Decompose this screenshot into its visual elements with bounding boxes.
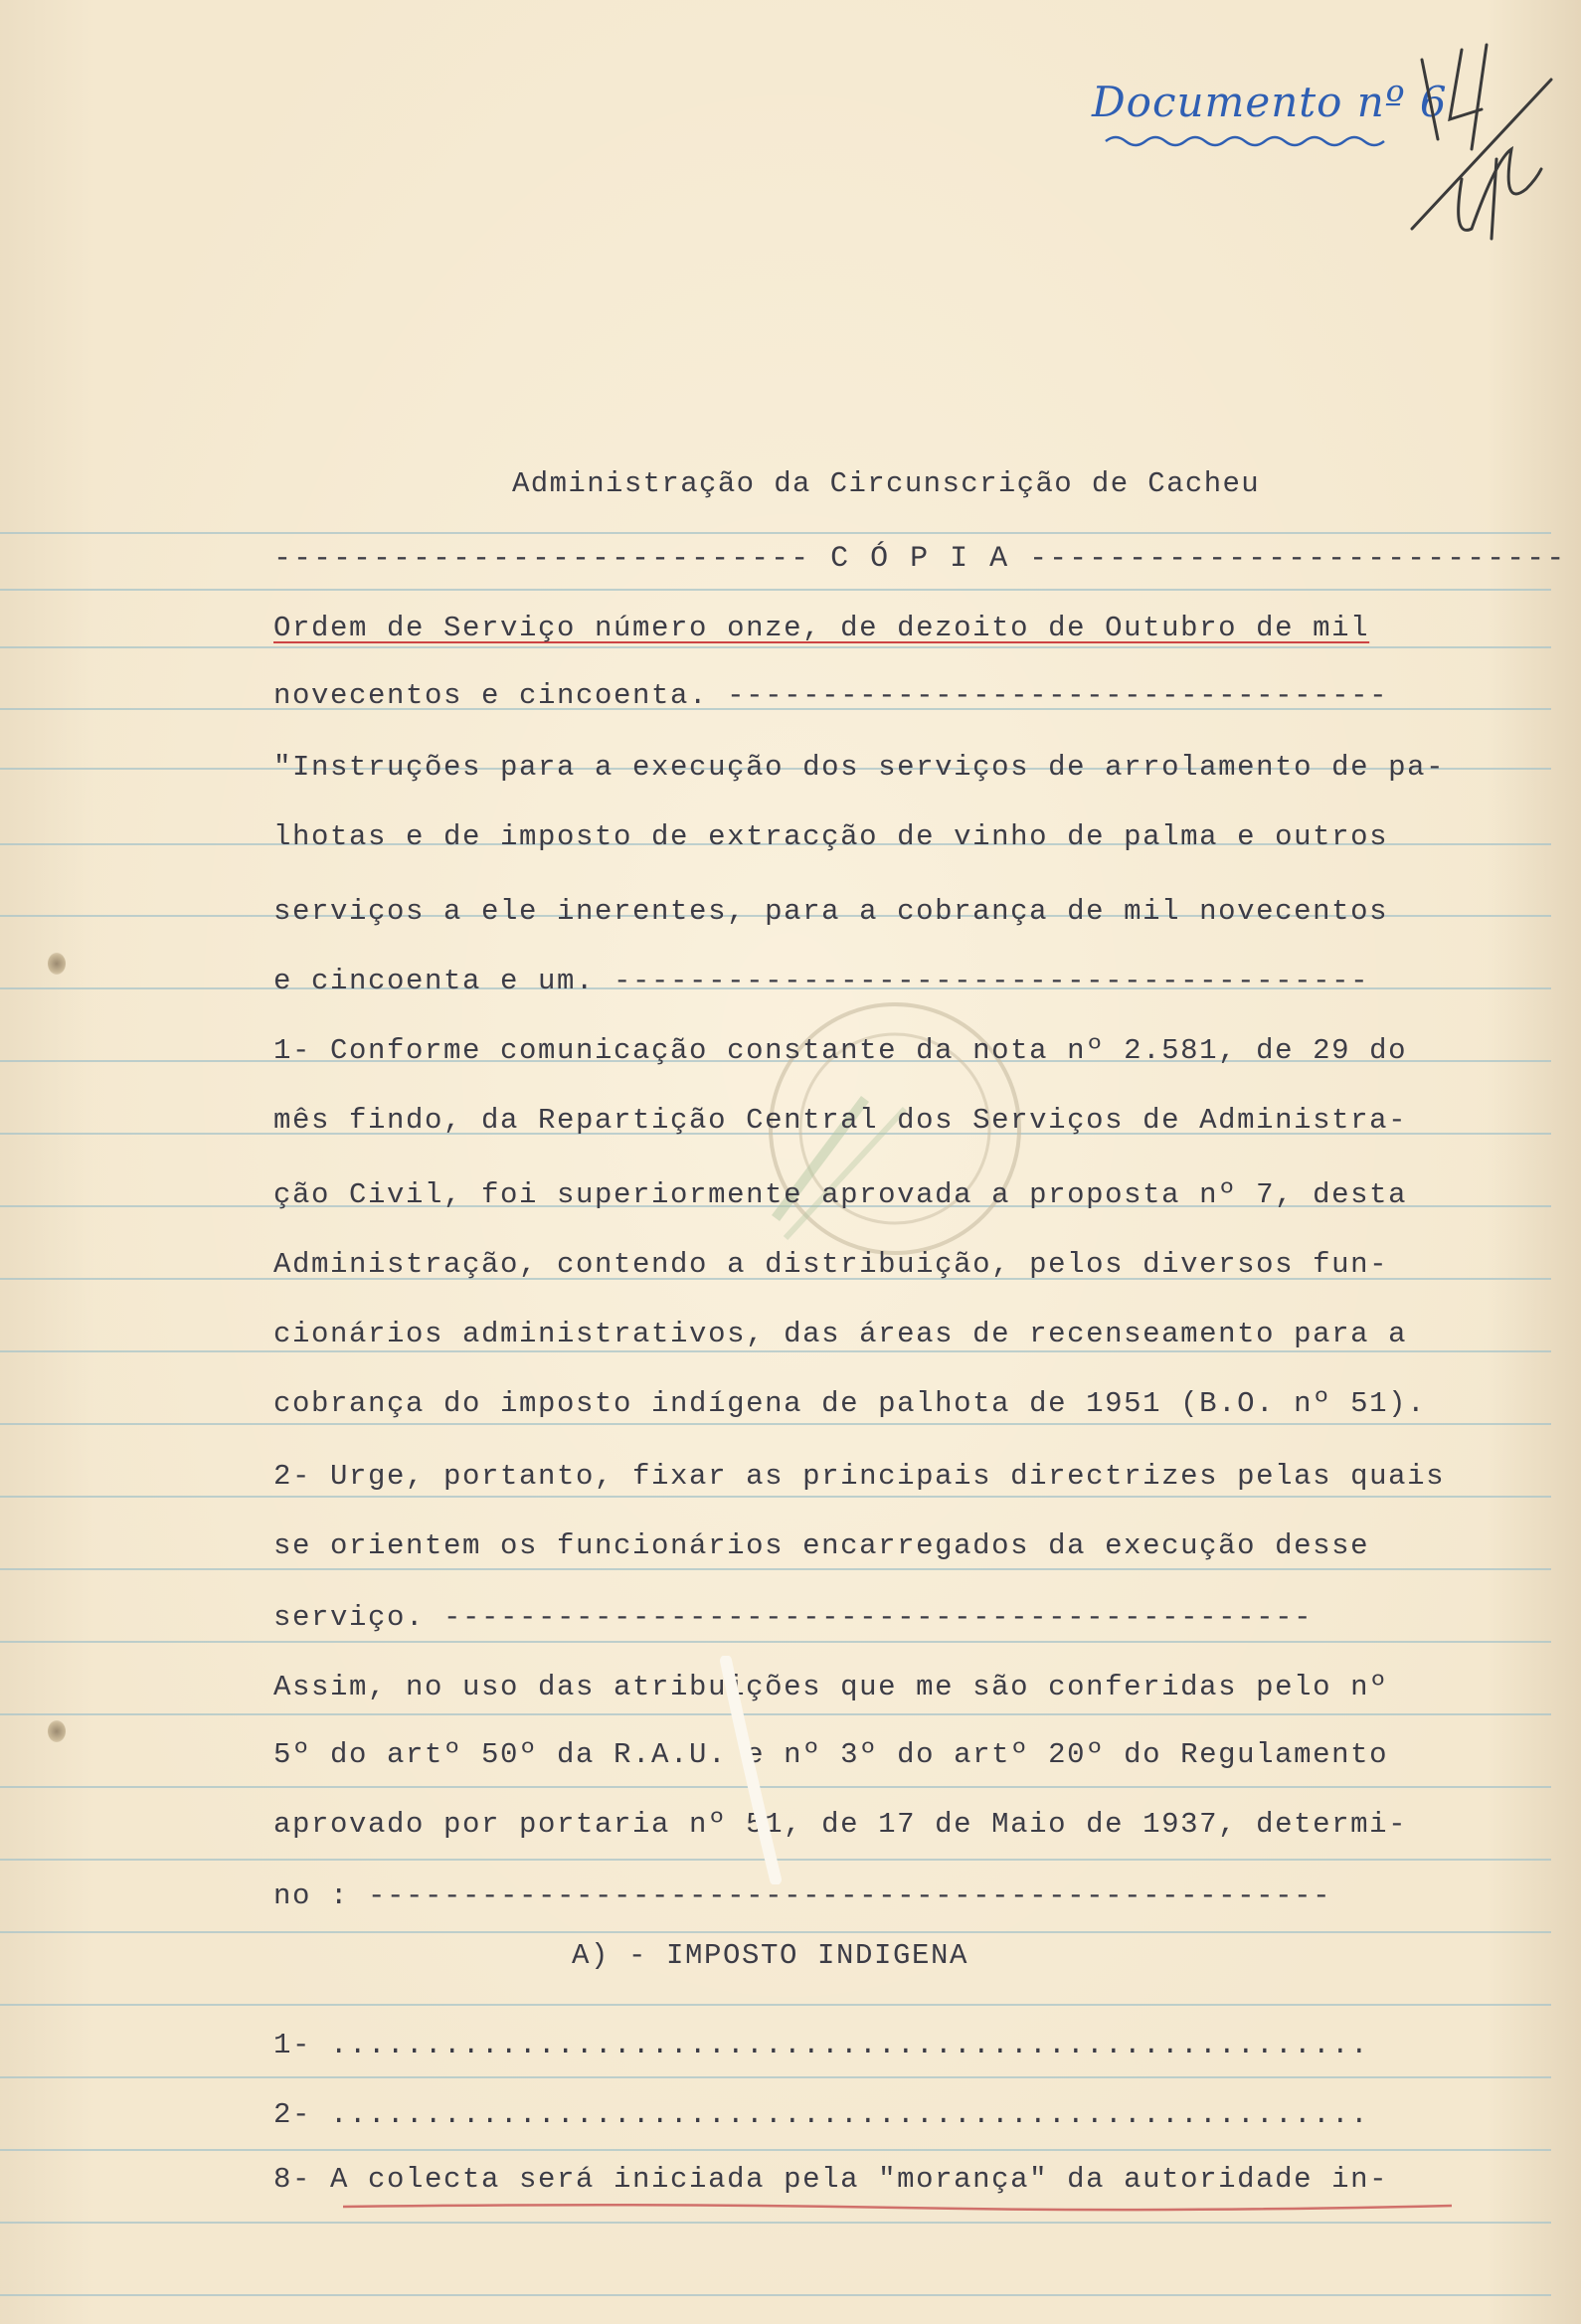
text-line: ção Civil, foi superiormente aprovada a proposta nº 7, desta xyxy=(273,1178,1408,1211)
ruled-line xyxy=(0,589,1551,591)
document-heading: Administração da Circunscrição de Cacheu xyxy=(512,467,1261,500)
handwritten-initials-signature xyxy=(1402,40,1561,249)
text-line: Administração, contendo a distribuição, pelos diversos fun- xyxy=(273,1248,1389,1281)
text-line: 1- Conforme comunicação constante da nota nº 2.581, de 29 do xyxy=(273,1034,1408,1067)
ruled-line xyxy=(0,1641,1551,1643)
text-line: aprovado por portaria nº 51, de 17 de Maio de 1937, determi- xyxy=(273,1808,1408,1841)
section-heading: A) - IMPOSTO INDIGENA xyxy=(572,1939,969,1972)
ruled-line xyxy=(0,2294,1551,2296)
ruled-line xyxy=(0,2149,1551,2151)
ruled-line xyxy=(0,2004,1551,2006)
correction-mark xyxy=(716,1656,795,1884)
text-line: Assim, no uso das atribuições que me são conferidas pelo nº xyxy=(273,1671,1389,1703)
text-line: "Instruções para a execução dos serviços de arrolamento de pa- xyxy=(273,751,1446,784)
text-line: novecentos e cincoenta. ----------------------------------- xyxy=(273,679,1389,712)
ruled-line xyxy=(0,646,1551,648)
text-line: 2- ....................................................... xyxy=(273,2098,1370,2131)
ruled-line xyxy=(0,2222,1551,2224)
text-line: 8- A colecta será iniciada pela "morança" da autoridade in- xyxy=(273,2163,1389,2196)
ruled-line xyxy=(0,1931,1551,1933)
text-line: cobrança do imposto indígena de palhota de 1951 (B.O. nº 51). xyxy=(273,1387,1427,1420)
handwritten-document-label: Documento nº 6 xyxy=(1092,78,1448,126)
text-line: serviço. ---------------------------------------------- xyxy=(273,1601,1314,1634)
text-line: lhotas e de imposto de extracção de vinho de palma e outros xyxy=(273,820,1389,853)
text-line: 2- Urge, portanto, fixar as principais directrizes pelas quais xyxy=(273,1460,1446,1493)
ruled-line xyxy=(0,532,1551,534)
text-line: Ordem de Serviço número onze, de dezoito de Outubro de mil xyxy=(273,612,1370,644)
text-line: mês findo, da Repartição Central dos Serviços de Administra- xyxy=(273,1104,1408,1137)
ruled-line xyxy=(0,1496,1551,1498)
ruled-line xyxy=(0,1423,1551,1425)
copia-line: --------------------------- C Ó P I A --------------------------- xyxy=(273,542,1567,576)
handwritten-underline xyxy=(1104,131,1402,151)
text-line: no : --------------------------------------------------- xyxy=(273,1879,1332,1912)
text-line: serviços a ele inerentes, para a cobrança de mil novecentos xyxy=(273,895,1389,928)
punch-hole xyxy=(48,953,66,975)
red-pencil-underline xyxy=(343,2201,1457,2213)
text-line: se orientem os funcionários encarregados da execução desse xyxy=(273,1529,1370,1562)
text-line: 5º do artº 50º da R.A.U. e nº 3º do artº 20º do Regulamento xyxy=(273,1738,1389,1771)
text-line: cionários administrativos, das áreas de recenseamento para a xyxy=(273,1318,1408,1350)
text-line: e cincoenta e um. ---------------------------------------- xyxy=(273,965,1370,997)
text-line: 1- ....................................................... xyxy=(273,2029,1370,2061)
punch-hole xyxy=(48,1720,66,1742)
ruled-line xyxy=(0,1350,1551,1352)
ruled-line xyxy=(0,1568,1551,1570)
ruled-line xyxy=(0,2076,1551,2078)
